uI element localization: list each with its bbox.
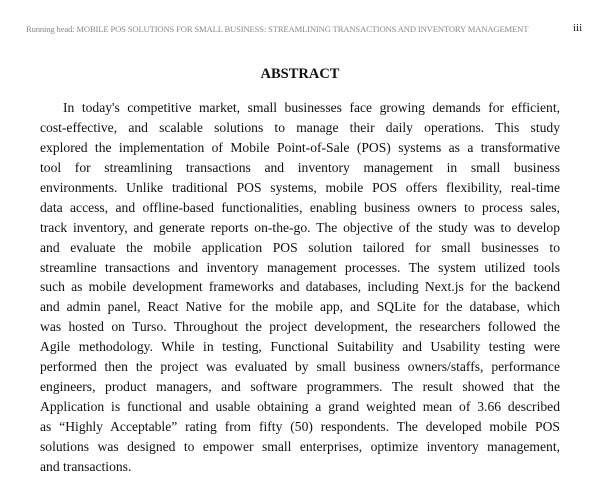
abstract-line: cost-effective, and scalable solutions to manage their daily operations. This study [40, 119, 560, 135]
abstract-line: and evaluate the mobile application POS solution tailored for small businesses to [40, 239, 560, 255]
abstract-line: Application is functional and usable obtaining a grand weighted mean of 3.66 described [40, 399, 560, 415]
abstract-line: data access, and offline-based functionalities, enabling business owners to process sales, [40, 199, 560, 215]
abstract-line: performed then the project was evaluated by small business owners/staffs, performance [40, 359, 560, 375]
abstract-line: explored the implementation of Mobile Point-of-Sale (POS) systems as a transformative [40, 139, 560, 155]
abstract-line: and transactions. [40, 458, 132, 474]
page-number: iii [573, 22, 583, 34]
abstract-line: engineers, product managers, and software programmers. The result showed that the [40, 379, 560, 395]
abstract-line: streamline transactions and inventory management processes. The system utilized tools [40, 259, 560, 275]
abstract-line: and admin panel, React Native for the mobile app, and SQLite for the database, which [40, 299, 560, 315]
abstract-line: as “Highly Acceptable” rating from fifty (50) respondents. The developed mobile POS [40, 419, 560, 434]
abstract-line: Agile methodology. While in testing, Functional Suitability and Usability testing were [40, 339, 560, 355]
abstract-title: ABSTRACT [260, 66, 340, 82]
abstract-line: was hosted on Turso. Throughout the project development, the researchers followed the [40, 319, 560, 335]
running-head: Running head: MOBILE POS SOLUTIONS FOR SMALL BUSINESS: STREAMLINING TRANSACTIONS AND INVENTORY MANAGEMENT [26, 24, 529, 34]
abstract-body [40, 98, 560, 477]
abstract-line: environments. Unlike traditional POS systems, mobile POS offers flexibility, real-time [40, 179, 560, 195]
abstract-line: such as mobile development frameworks and databases, including Next.js for the backend [40, 279, 560, 295]
abstract-line: tool for streamlining transactions and inventory management in small business [40, 159, 560, 175]
abstract-line: track inventory, and generate reports on-the-go. The objective of the study was to develop [40, 219, 560, 235]
abstract-line: solutions was designed to empower small enterprises, optimize inventory management, [40, 438, 560, 454]
abstract-line: In today's competitive market, small businesses face growing demands for efficient, [63, 100, 560, 115]
